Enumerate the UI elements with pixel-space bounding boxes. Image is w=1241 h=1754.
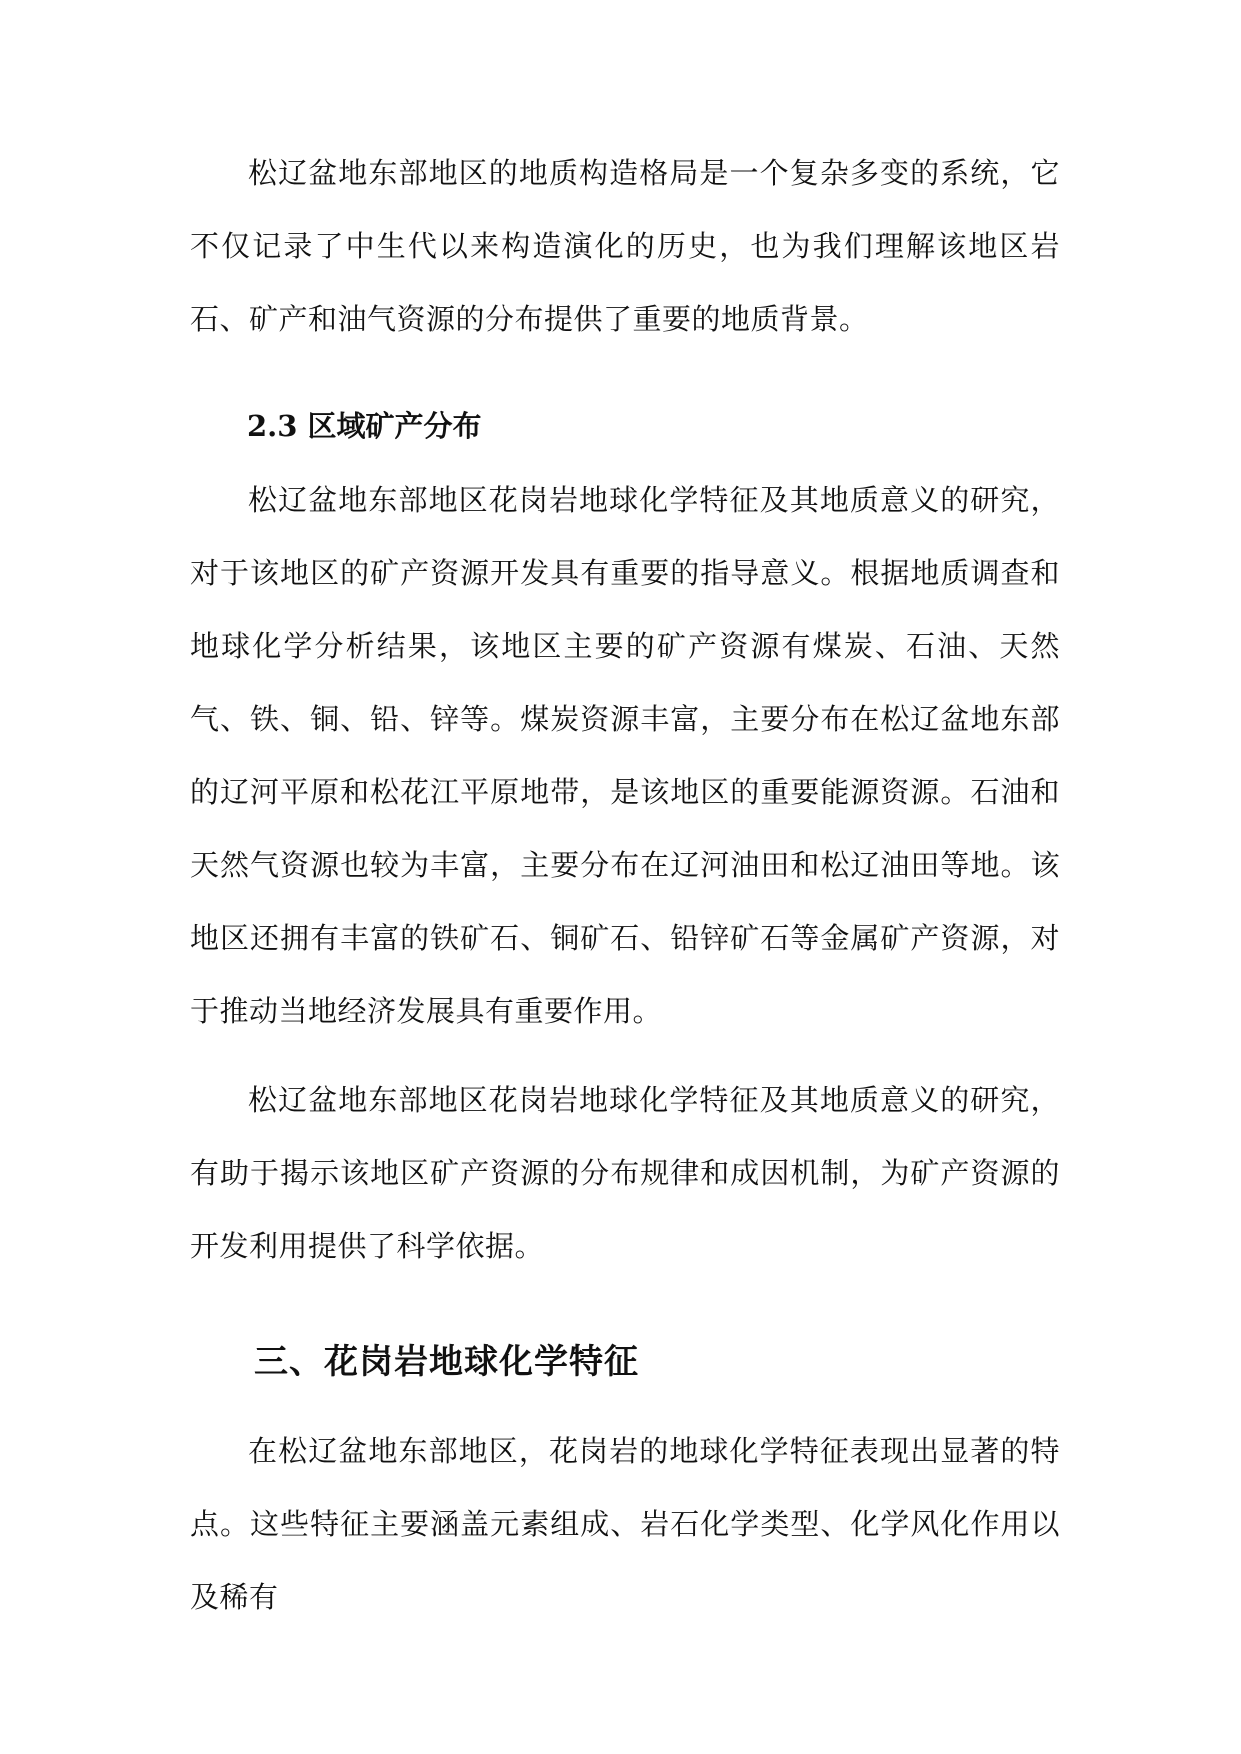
paragraph-research-significance: 松辽盆地东部地区花岗岩地球化学特征及其地质意义的研究，有助于揭示该地区矿产资源的分布规律和成因机制，为矿产资源的开发利用提供了科学依据。 — [190, 1083, 1060, 1263]
paragraph-tectonic-summary: 松辽盆地东部地区的地质构造格局是一个复杂多变的系统，它不仅记录了中生代以来构造演化的历史，也为我们理解该地区岩石、矿产和油气资源的分布提供了重要的地质背景。 — [190, 156, 1060, 336]
paragraph-granite-geochemistry: 在松辽盆地东部地区，花岗岩的地球化学特征表现出显著的特点。这些特征主要涵盖元素组成、岩石化学类型、化学风化作用以及稀有 — [190, 1434, 1060, 1614]
paragraph-mineral-resources: 松辽盆地东部地区花岗岩地球化学特征及其地质意义的研究，对于该地区的矿产资源开发具有重要的指导意义。根据地质调查和地球化学分析结果，该地区主要的矿产资源有煤炭、石油、天然气、铁、铜、铅、锌等。煤炭资源丰富，主要分布在松辽盆地东部的辽河平原和松花江平原地带，是该地区的重要能源资源。石油和天然气资源也较为丰富，主要分布在辽河油田和松辽油田等地。该地区还拥有丰富的铁矿石、铜矿石、铅锌矿石等金属矿产资源，对于推动当地经济发展具有重要作用。 — [190, 483, 1060, 1028]
section-heading-2-3: 2.3 区域矿产分布 — [247, 409, 482, 443]
chapter-heading-3: 三、花岗岩地球化学特征 — [254, 1342, 639, 1382]
